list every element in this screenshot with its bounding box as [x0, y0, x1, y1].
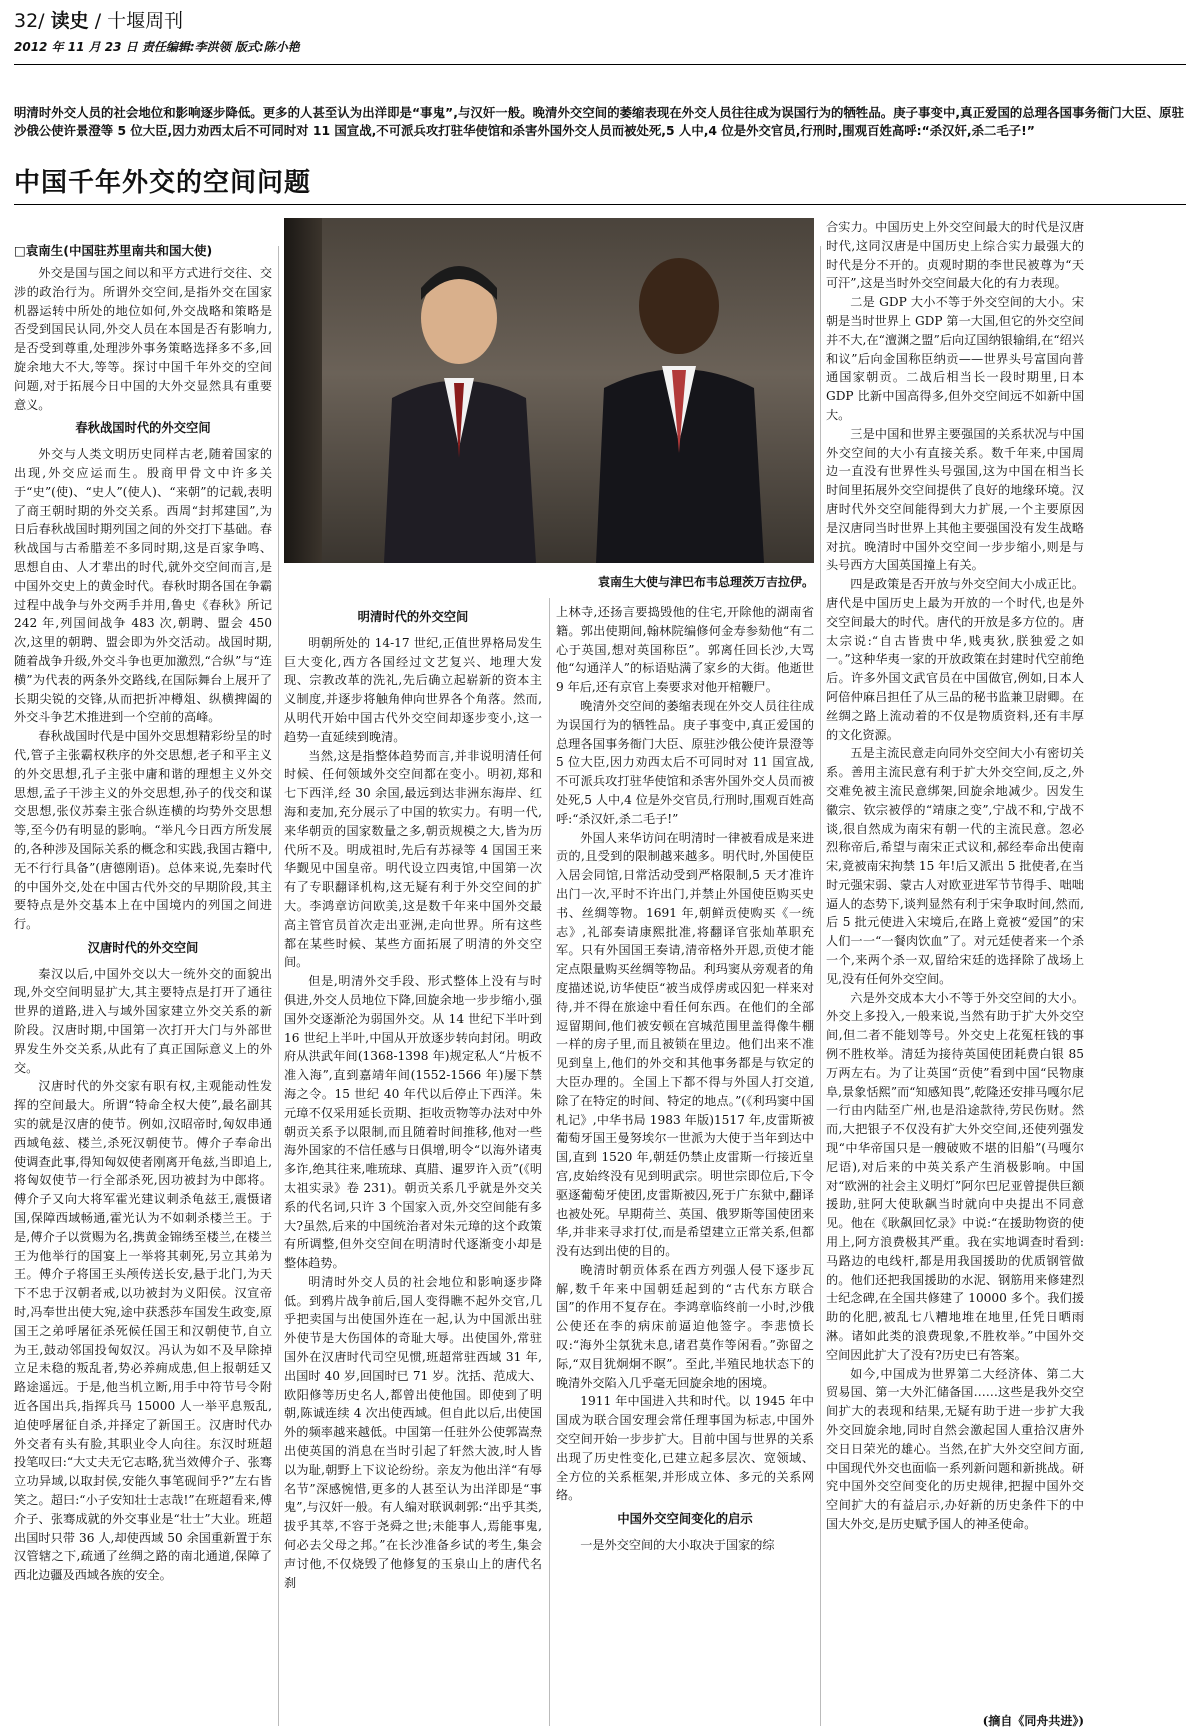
paragraph: 晚清外交空间的萎缩表现在外交人员往往成为误国行为的牺牲品。庚子事变中,真正爱国的总理各国事务衙门大臣、原驻沙俄公使许景澄等 5 位大臣,因力劝西太后不可同时对 11 国宣战,不可派兵攻打驻华使馆和杀害外国外交人员而被处死,5 人中,4 位是外交官员,行刑时,围观百姓高呼:“杀汉奸,杀二毛子!”	[556, 698, 814, 826]
paragraph: 四是政策是否开放与外交空间大小成正比。唐代是中国历史上最为开放的一个时代,也是外交空间最大的时代。唐代的开放是多方位的。唐太宗说:“自古皆贵中华,贱夷狄,朕独爱之如一。”这种华夷一家的开放政策在封建时代空前绝后。许多外国文武官员在中国做官,例如,日本人阿倍仲麻吕担任了从三品的秘书监兼卫尉卿。在丝绸之路上流动着的不仅是物质资料,还有丰厚的文化资源。	[826, 577, 1084, 742]
paragraph: 外国人来华访问在明清时一律被看成是来进贡的,且受到的限制越来越多。明代时,外国使臣入居会同馆,日常活动受到严格限制,5 天才准许出门一次,平时不许出门,并禁止外国使臣购买史书、丝绸等物。1691 年,朝鲜贡使购买《一统志》,礼部奏请康熙批准,将翻译官张灿革职充军。只有外国国王奏请,清帝格外开恩,贡使才能定点限量购买丝绸等物品。利玛窦从旁观者的角度描述说,访华使臣“被当成俘虏或囚犯一样来对待,并不得在旅途中看任何东西。在他们的全部逗留期间,他们被安顿在宫城范围里盖得像牛棚一样的房子里,而且被锁在里边。他们出来不准见到皇上,他们的外交和其他事务都是与钦定的大臣办理的。全国上下都不得与外国人打交道,除了在特定的时间、特定的地点。”(《利玛窦中国札记》,中华书局 1983 年版)1517 年,皮雷斯被葡萄牙国王曼努埃尔一世派为大使于当年到达中国,直到 1520 年,朝廷仍禁止皮雷斯一行接近皇宫,皮始终没有见到明武宗。明世宗即位后,下令驱逐葡萄牙使团,皮雷斯被囚,死于广东狱中,翻译也被处死。早期荷兰、英国、俄罗斯等国使团来华,并非来寻求打仗,而是希望建立正常关系,但都没有达到出使的目的。	[556, 830, 814, 1259]
section-heading: 汉唐时代的外交空间	[87, 940, 199, 955]
page-number: 32/	[14, 10, 45, 32]
section-heading: 春秋战国时代的外交空间	[75, 421, 211, 436]
section-heading: 明清时代的外交空间	[357, 610, 469, 624]
paragraph: 一是外交空间的大小取决于国家的综	[580, 1538, 775, 1553]
paragraph: 秦汉以后,中国外交以大一统外交的面貌出现,外交空间明显扩大,其主要特点是打开了通往世界的道路,进入与域外国家建立外交关系的新阶段。汉唐时期,中国第一次打开大门与外部世界发生外交关系,从此有了真正国际意义上的外交。	[14, 966, 272, 1075]
paragraph: 晚清时朝贡体系在西方列强人侵下逐步瓦解,数千年来中国朝廷起到的“古代东方联合国”的作用不复存在。李鸿章临终前一小时,沙俄公使还在李的病床前逼迫他签字。李悲愤长叹:“海外尘氛犹未息,诸君莫作等闲看。”弥留之际,“双目犹炯炯不瞑”。至此,半殖民地状态下的晚清外交陷入几乎毫无回旋余地的困境。	[556, 1262, 814, 1390]
lead-paragraph: 明清时外交人员的社会地位和影响逐步降低。更多的人甚至认为出洋即是“事鬼”,与汉奸一般。晚清外交空间的萎缩表现在外交人员往往成为误国行为的牺牲品。庚子事变中,真正爱国的总理各国事务衙门大臣、原驻沙俄公使许景澄等 5 位大臣,因力劝西太后不可同时对 11 国宣战,不可派兵攻打驻华使馆和杀害外国外交人员而被处死,5 人中,4 位是外交官员,行刑时,围观百姓高呼:“杀汉奸,杀二毛子!”	[14, 105, 1184, 138]
paragraph: 上林寺,还扬言要捣毁他的住宅,开除他的湖南省籍。郭出使期间,翰林院编修何金寿参劾他“有二心于英国,想对英国称臣”。郭离任回长沙,大骂他“勾通洋人”的标语贴满了家乡的大街。他逝世 9 年后,还有京官上奏要求对他开棺鞭尸。	[556, 605, 814, 695]
article-column-1	[14, 264, 272, 1728]
paragraph: 外交是国与国之间以和平方式进行交往、交涉的政治行为。所谓外交空间,是指外交在国家机器运转中所处的地位如何,外交战略和策略是否受到国民认同,外交人员在本国是否有影响力,是否受到尊重,处理涉外事务策略选择多不多,回旋余地大不大,等等。探讨中国千年外交的空间问题,对于拓展今日中国的大外交显然具有重要意义。	[14, 266, 272, 412]
photo-curtain	[284, 218, 322, 563]
paragraph: 当然,这是指整体趋势而言,并非说明清任何时候、任何领域外交空间都在变小。明初,郑和七下西洋,经 30 余国,最远到达非洲东海岸、红海和麦加,充分展示了中国的软实力。有明一代,来华朝贡的国家数量之多,朝贡规模之大,皆为历代所不及。明成祖时,先后有苏禄等 4 国国王来华觐见中国皇帝。明代设立四夷馆,中国第一次有了专职翻译机构,这无疑有利于外交空间的扩大。李鸿章访问欧美,这是数千年来中国外交最高主管官员首次走出亚洲,走向世界。所有这些都在某些时候、某些方面拓展了明清的外交空间。	[284, 748, 542, 970]
section-name: 读史	[50, 10, 89, 32]
headline-rule	[14, 204, 1186, 205]
paragraph: 五是主流民意走向同外交空间大小有密切关系。善用主流民意有利于扩大外交空间,反之,外交难免被主流民意绑架,回旋余地减少。因发生徽宗、钦宗被俘的“靖康之变”,宁战不和,宁战不谈,很自然成为南宋有朝一代的主流民意。忽必烈称帝后,希望与南宋正式议和,郝经奉命出使南宋,竟被南宋拘禁 15 年!后又派出 5 批使者,在当时元强宋弱、蒙古人对欧亚进军节节得手、咄咄逼人的态势下,谈判显然有利于宋争取时间,然而,后 5 批元使进入宋境后,在路上竟被“爱国”的宋人们一一“一餐肉饮血”了。对元廷使者来一个杀一个,来两个杀一双,留给宋廷的选择除了战场上见,没有任何外交空间。	[826, 746, 1084, 986]
headline: 中国千年外交的空间问题	[14, 168, 312, 198]
article-column-2	[284, 603, 542, 1728]
paragraph: 外交与人类文明历史同样古老,随着国家的出现,外交应运而生。殷商甲骨文中许多关于“史”(使)、“史人”(使人)、“来朝”的记载,表明了商王朝时期的外交关系。西周“封邦建国”,为日后春秋战国时期列国之间的外交打下基础。春秋战国与古希腊差不多同时期,这是百家争鸣、思想自由、人才辈出的时代,就外交空间而言,是中国外交史上的黄金时代。春秋时期各国在争霸过程中战争与外交两手并用,鲁史《春秋》所记 242 年,列国间战争 483 次,朝聘、盟会 450 次,这里的朝聘、盟会即为外交活动。战国时期,随着战争升级,外交斗争也更加激烈,“合纵”与“连横”为代表的两条外交路线,在国际舞台上展开了长期尖锐的交锋,从而把折冲樽俎、纵横捭阖的外交斗争艺术推进到一个空前的高峰。	[14, 447, 272, 725]
dateline: 2012 年 11 月 23 日 责任编辑:李洪领 版式:陈小艳	[14, 40, 300, 54]
column-divider	[820, 246, 821, 1726]
masthead-separator: /	[94, 10, 102, 32]
person-left-figure	[374, 248, 544, 563]
article-column-3	[556, 603, 814, 1728]
masthead	[14, 6, 183, 33]
person-right-figure	[584, 238, 774, 563]
paragraph: 明朝所处的 14-17 世纪,正值世界格局发生巨大变化,西方各国经过文艺复兴、地理大发现、宗教改革的洗礼,先后确立起崭新的资本主义制度,并逐步将触角伸向世界各个角落。然而,从明代开始中国古代外交空间却逐步变小,这一趋势一直延续到晚清。	[284, 635, 542, 744]
column-divider	[278, 246, 279, 1726]
byline: □袁南生(中国驻苏里南共和国大使)	[14, 243, 213, 258]
paragraph: 1911 年中国进入共和时代。以 1945 年中国成为联合国安理会常任理事国为标志,中国外交空间开始一步步扩大。目前中国与世界的关系出现了历史性变化,已建立起多层次、宽领域、全方位的关系框架,并形成立体、多元的关系网络。	[556, 1394, 814, 1503]
paragraph: 明清时外交人员的社会地位和影响逐步降低。到鸦片战争前后,国人变得瞧不起外交官,几乎把卖国与出使国外连在一起,认为中国派出驻外使节是大伤国体的奇耻大辱。出使国外,常驻国外在汉唐时代司空见惯,班超常驻西域 31 年,出国时 40 岁,回国时已 71 岁。沈括、范成大、欧阳修等历史名人,都曾出使他国。即使到了明朝,陈诚连续 4 次出使西域。但自此以后,出使国外的频率越来越低。中国第一任驻外公使郭嵩焘出使英国的消息在当时引起了轩然大波,时人皆以为耻,朝野上下议论纷纷。亲友为他出洋“有辱名节”深感惋惜,更多的人甚至认为出洋即是“事鬼”,与汉奸一般。有人编对联讽刺郭:“出乎其类,拔乎其萃,不容于尧舜之世;未能事人,焉能事鬼,何必去父母之邦。”在长沙准备乡试的考生,集会声讨他,不仅烧毁了他修复的玉泉山上的唐代名刹	[284, 1274, 542, 1590]
photo-caption: 袁南生大使与津巴布韦总理茨万吉拉伊。	[597, 575, 814, 589]
article-column-4	[826, 218, 1084, 1713]
paragraph: 如今,中国成为世界第二大经济体、第二大贸易国、第一大外汇储备国……这些是我外交空间扩大的表现和结果,无疑有助于进一步扩大我外交回旋余地,同时自然会激起国人重拾汉唐外交日日荣光的雄心。当然,在扩大外交空间方面,中国现代外交也面临一系列新问题和新挑战。研究中国外交空间变化的历史规律,把握中国外交空间扩大的有益启示,办好新的历史条件下的中国大外交,是历史赋予国人的神圣使命。	[826, 1366, 1084, 1531]
column-divider	[549, 598, 550, 1726]
section-heading: 中国外交空间变化的启示	[617, 1512, 753, 1527]
article-photo	[284, 218, 814, 563]
paragraph: 汉唐时代的外交家有职有权,主观能动性发挥的空间最大。所谓“特命全权大使”,最名副其实的就是汉唐的使节。例如,汉昭帝时,匈奴串通西域龟兹、楼兰,杀死汉朝使节。傅介子奉命出使调查此事,得知匈奴使者刚离开龟兹,当即追上,将匈奴使节一行全部杀死,因功被封为中郎将。傅介子又向大将军霍光建议刺杀龟兹王,震慑诸国,保障西域畅通,霍光认为不如刺杀楼兰王。于是,傅介子以赏赐为名,携黄金锦绣至楼兰,在楼兰王为他举行的国宴上一举将其刺死,另立其弟为王。傅介子将国王头颅传送长安,悬于北门,为天下不忠于汉朝者戒,以功被封为义阳侯。汉宣帝时,冯奉世出使大宛,途中获悉莎车国发生政变,原国王之弟呼屠征杀死候任国王和汉朝使节,自立为王,鼓动邻国投匈奴汉。冯认为如不及早除掉立足未稳的叛乱者,势必养痈成患,但上报朝廷又路途遥远。于是,他当机立断,用手中符节号令附近各国出兵,指挥兵马 15000 人一举平息叛乱,迫使呼屠征自杀,并择定了新国王。汉唐时代办外交者有头有脸,其职业令人向往。东汉时班超投笔叹曰:“大丈夫无它志略,犹当效傅介子、张骞立功异域,以取封侯,安能久事笔砚间乎?”左右皆笑之。超曰:“小子安知壮士志哉!”在班超看来,傅介子、张骞成就的外交事业是“壮士”大业。班超出国时只带 36 人,却使西域 50 余国重新置于东汉管辖之下,疏通了丝绸之路的南北通道,保障了西北边疆及西域各族的安全。	[14, 1079, 272, 1583]
paragraph: 二是 GDP 大小不等于外交空间的大小。宋朝是当时世界上 GDP 第一大国,但它的外交空间并不大,在“澶渊之盟”后向辽国纳银输绢,在“绍兴和议”后向金国称臣纳贡——世界头号富国向普通国家朝贡。二战后相当长一段时期里,日本 GDP 比新中国高得多,但外交空间远不如新中国大。	[826, 295, 1084, 422]
paragraph: 春秋战国时代是中国外交思想精彩纷呈的时代,管子主张霸权秩序的外交思想,老子和平主义的外交思想,孔子主张中庸和谐的理想主义外交思想,孟子干涉主义的外交思想,孙子的伐交和谋交思想,张仪苏秦主张合纵连横的均势外交思想等,至今仍有明显的影响。“举凡今日西方所发展的,各种涉及国际关系的概念和实践,我国古籍中,无不行行具备”(唐德刚语)。总体来说,先秦时代的中国外交,处在中国古代外交的早期阶段,其主要特点是外交基本上在中国境内的列国之间进行。	[14, 729, 272, 932]
header-rule	[14, 64, 1186, 65]
paragraph: 但是,明清外交手段、形式整体上没有与时俱进,外交人员地位下降,回旋余地一步步缩小,强国外交逐渐沦为弱国外交。从 14 世纪下半叶到 16 世纪上半叶,中国从开放逐步转向封闭。明政府从洪武年间(1368-1398 年)规定私人“片板不准入海”,直到嘉靖年间(1552-1566 年)屡下禁海之令。15 世纪 40 年代以后停止下西洋。朱元璋不仅采用延长贡期、拒收贡物等办法对中外朝贡关系予以限制,而且随着时间推移,他对一些海外国家的不信任感与日俱增,明令“以海外诸夷多诈,绝其往来,唯琉球、真腊、暹罗许入贡”(《明太祖实录》卷 231)。朝贡关系几乎就是外交关系的代名词,只许 3 个国家入贡,外交空间能有多大?虽然,后来的中国统治者对朱元璋的这个政策有所调整,但外交空间在明清时代逐渐变小却是整体趋势。	[284, 974, 542, 1271]
paragraph: 合实力。中国历史上外交空间最大的时代是汉唐时代,这同汉唐是中国历史上综合实力最强大的时代是分不开的。贞观时期的李世民被尊为“天可汗”,这是当时外交空间最大化的有力表现。	[826, 220, 1084, 291]
source-note: (摘自《同舟共进》)	[982, 1714, 1084, 1728]
paragraph: 三是中国和世界主要强国的关系状况与中国外交空间的大小有直接关系。数千年来,中国周边一直没有世界性头号强国,这为中国在相当长时间里拓展外交空间提供了良好的地缘环境。汉唐时代外交空间能得到大力扩展,一个主要原因是汉唐同当时世界上其他主要强国没有发生战略对抗。晚清时中国外交空间一步步缩小,则是与头号西方大国英国撞上有关。	[826, 426, 1084, 573]
paragraph: 六是外交成本大小不等于外交空间的大小。外交上多投入,一般来说,当然有助于扩大外交空间,但二者不能划等号。外交史上花冤枉钱的事例不胜枚举。清廷为接待英国使团耗费白银 85 万两左右。为了让英国“贡使”看到中国“民物康阜,景象恬熙”而“知感知畏”,乾隆还安排马嘎尔尼一行由内陆至广州,也是沿途款待,劳民伤财。然而,大把银子不仅没有扩大外交空间,还使列强发现“中华帝国只是一艘破败不堪的旧船”(马嘎尔尼语),对后来的中英关系产生消极影响。中国对“欧洲的社会主义明灯”阿尔巴尼亚曾提供巨额援助,驻阿大使耿飙当时就向中央提出不同意见。他在《耿飙回忆录》中说:“在援助物资的使用上,阿方浪费极其严重。我在实地调查时看到:马路边的电线杆,都是用我国援助的优质钢管做的。他们还把我国援助的水泥、钢筋用来修建烈士纪念碑,在全国共修建了 10000 多个。我们援助的化肥,被乱七八糟地堆在地里,任凭日晒雨淋。诸如此类的浪费现象,不胜枚举。”中国外交空间因此扩大了没有?历史已有答案。	[826, 990, 1084, 1362]
publication-name: 十堰周刊	[107, 10, 184, 32]
